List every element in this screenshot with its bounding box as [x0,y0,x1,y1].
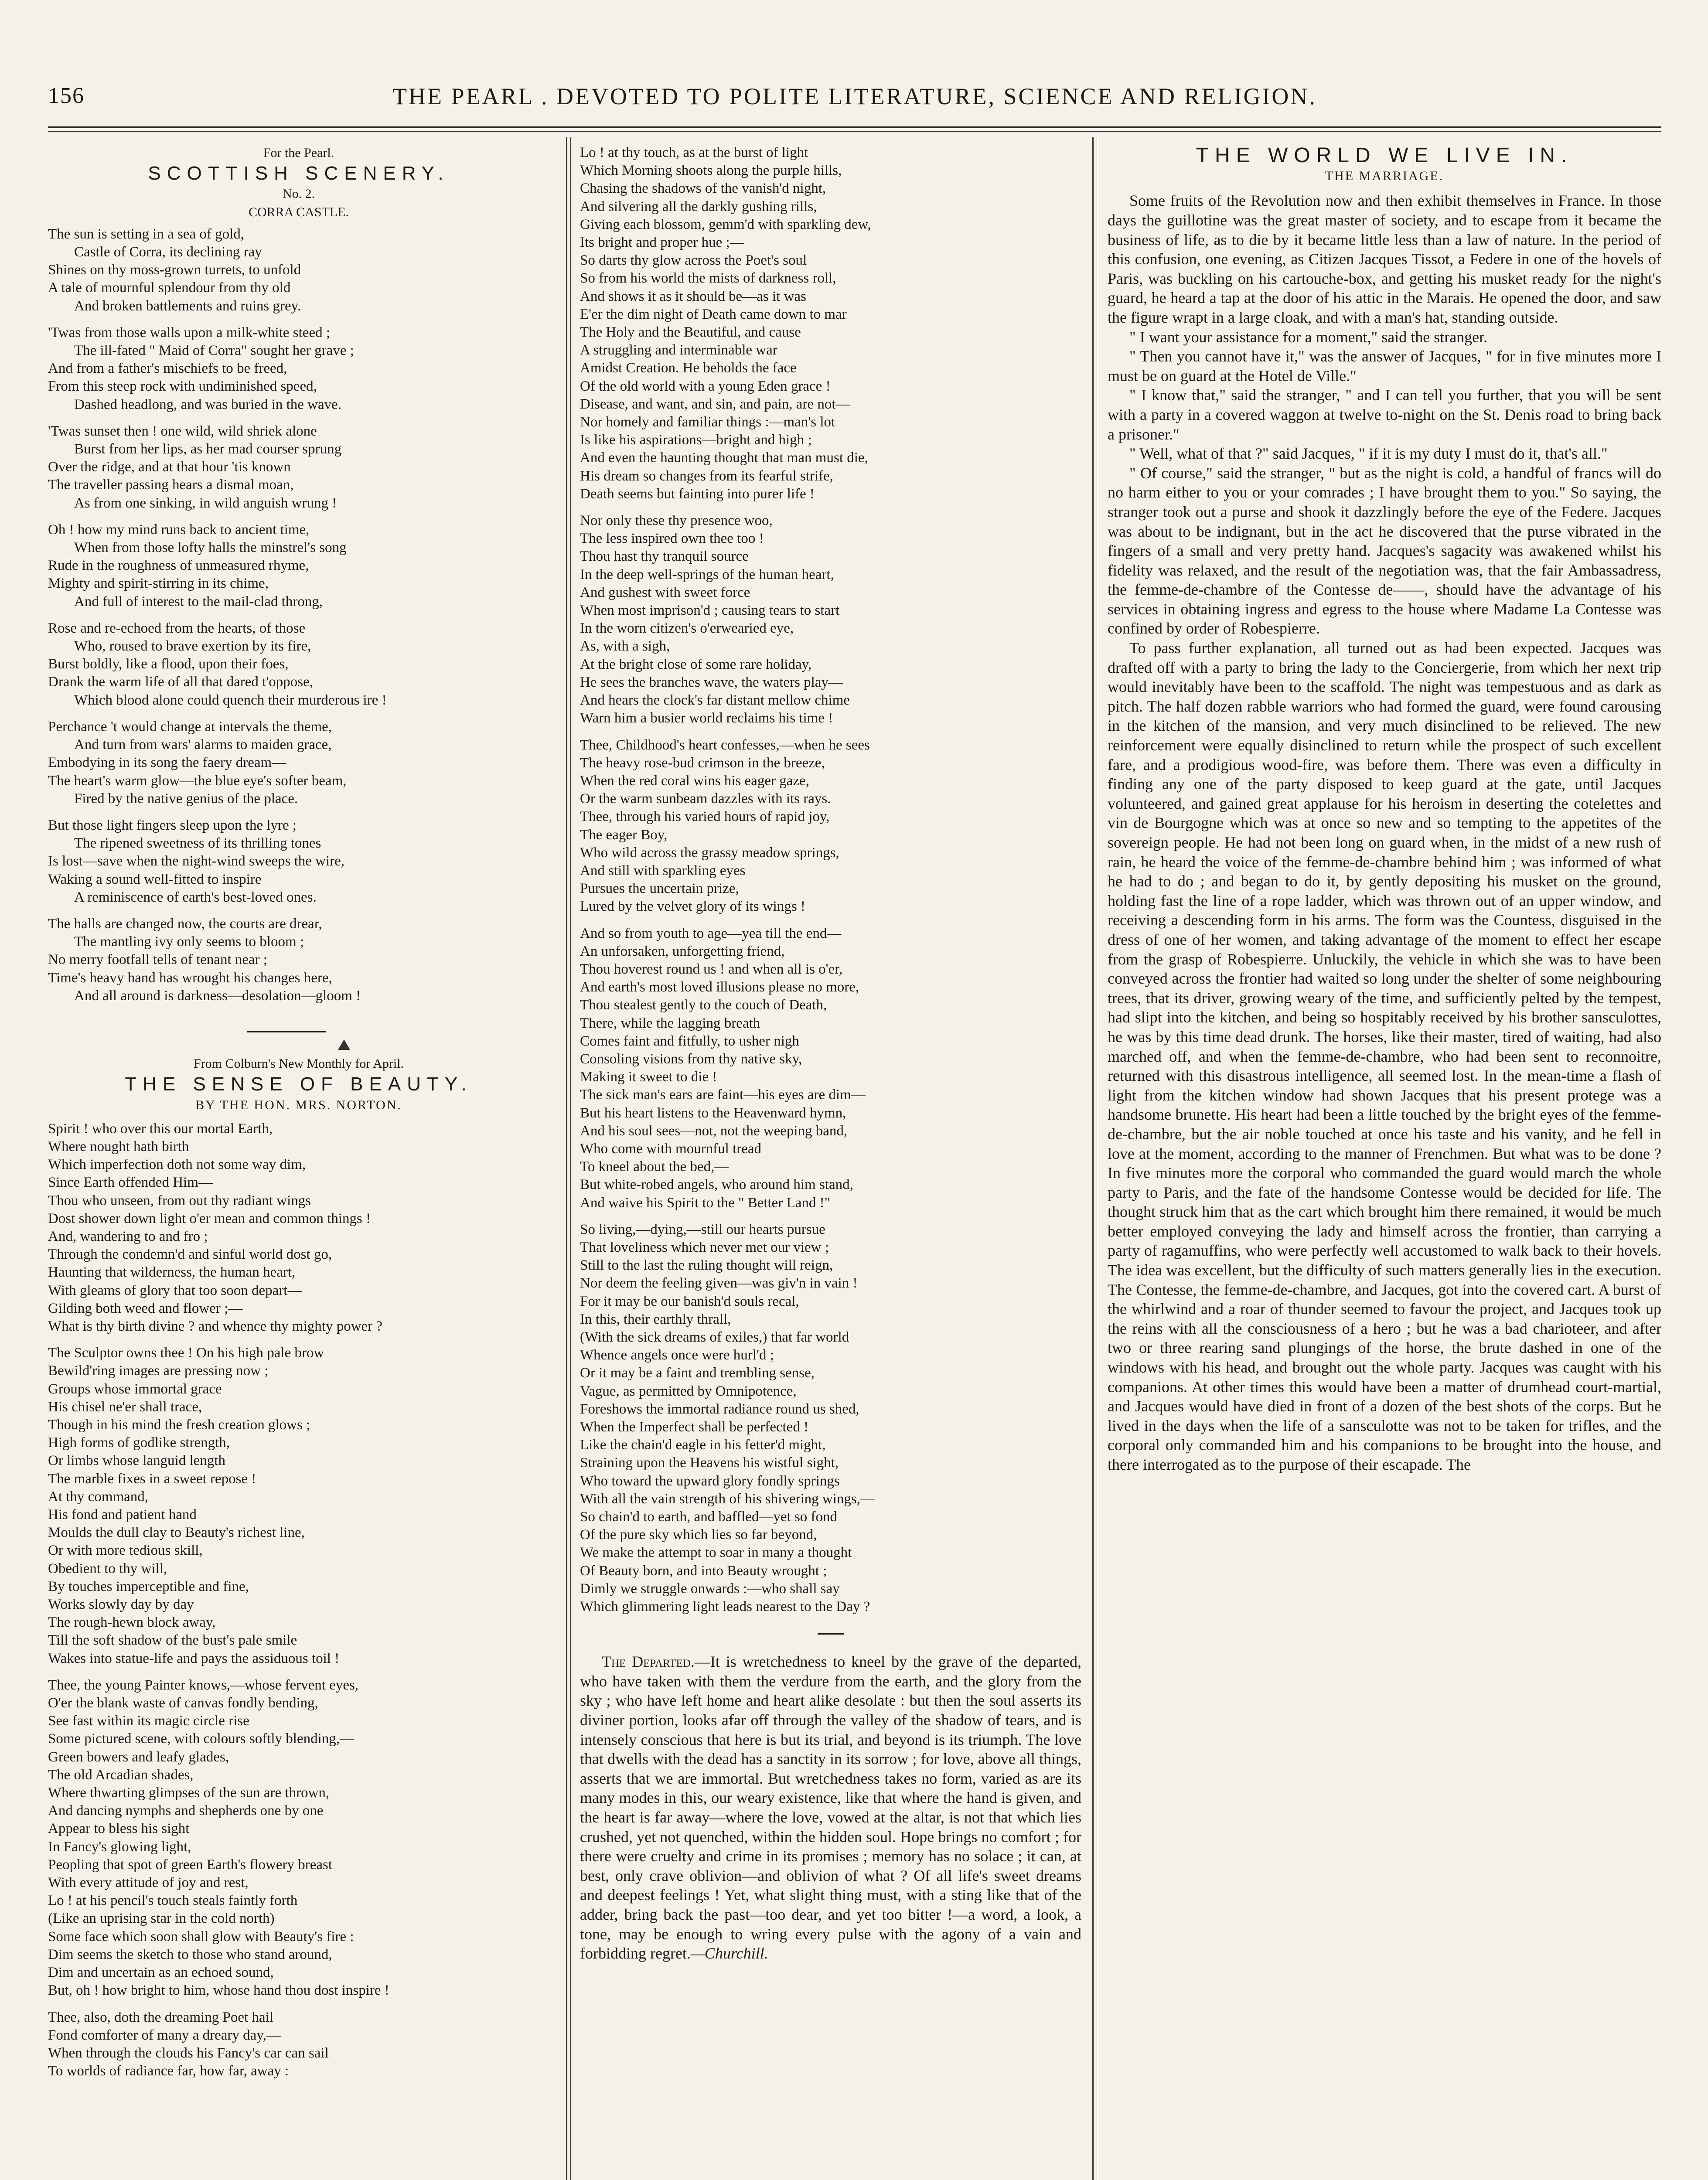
poem-line: Dimly we struggle onwards :—who shall say [580,1580,840,1597]
poem-line: The ill-fated " Maid of Corra" sought her grave ; [74,343,354,359]
poem-line: Dost shower down light o'er mean and common things ! [48,1210,371,1226]
poem-line: Straining upon the Heavens his wistful sight, [580,1455,839,1471]
poem-line: Its bright and proper hue ;— [580,235,744,251]
poem-line: So from his world the mists of darkness roll, [580,270,836,286]
poem-line: A tale of mournful splendour from thy old [48,280,291,296]
poem-line: Who toward the upward glory fondly springs [580,1473,840,1489]
poem-line: By touches imperceptible and fine, [48,1578,249,1594]
poem-line: In Fancy's glowing light, [48,1839,191,1855]
poem-line: Still to the last the ruling thought will reign, [580,1257,833,1274]
poem-line: Through the condemn'd and sinful world dost go, [48,1247,332,1263]
departed-text: —It is wretchedness to kneel by the grave of the departed, who have taken with them the verdure from the earth, and the glory from the sky ; who have left home and heart alike desolate : but then the soul asserts its diviner portion, looks afar off through the valley of the shadow of tears, and is intensely conscious that here is but its trial, and beyond is its triumph. The love that dwells with the dead has a sanctity in its sorrow ; for love, above all things, asserts that we are immortal. But wretchedness takes no form, varied as are its many modes in this, our weary existence, like that where the hand is given, and the heart is far away—where the love, vowed at the altar, is not that which lies crushed, yet not quenched, within the hidden soul. Hope brings no comfort ; for there were cruelty and crime in its promises ; memory has no solace ; it can, at best, only crave oblivion—and oblivion of what ? Of all life's sweet dreams and deepest feelings ! Yet, what slight thing must, with a sting like that of the adder, bring back the past—too dear, and yet too bitter !—a word, a look, a tone, may be enough to wring every pulse with the agony of a vain and forbidding regret. [580,1653,1081,1962]
poem-line: (Like an uprising star in the cold north) [48,1911,275,1927]
poem-line: The marble fixes in a sweet repose ! [48,1471,256,1487]
poem-line: Thee, Childhood's heart confesses,—when he sees [580,737,870,753]
poem-line: Peopling that spot of green Earth's flowery breast [48,1856,333,1873]
stanza [580,1221,1081,1616]
poem-line: His chisel ne'er shall trace, [48,1399,202,1415]
poem-line: Which imperfection doth not some way dim, [48,1157,306,1173]
poem-line: Lo ! at thy touch, as at the burst of light [580,145,808,160]
poem-line: Vague, as permitted by Omnipotence, [580,1383,797,1399]
poem-line: But, oh ! how bright to him, whose hand thou dost inspire ! [48,1982,389,1999]
poem2-continued [580,144,1081,1616]
poem-line: And so from youth to age—yea till the end— [580,925,842,941]
poem-line: Whence angels once were hurl'd ; [580,1347,774,1363]
poem-line: Rude in the roughness of unmeasured rhyme, [48,558,309,574]
poem-line: The rough-hewn block away, [48,1615,216,1631]
stanza [580,512,1081,727]
poem-line: As, with a sigh, [580,638,670,654]
story-body [1108,191,1661,1474]
poem-line: Like the chain'd eagle in his fetter'd might, [580,1437,826,1453]
poem-line: Thou who unseen, from out thy radiant wings [48,1192,311,1209]
poem-line: Thou hast thy tranquil source [580,548,749,565]
column-divider-1-thin [570,137,571,2180]
poem-line: So living,—dying,—still our hearts pursue [580,1221,825,1237]
poem-line: The Holy and the Beautiful, and cause [580,324,801,341]
poem-line: As from one sinking, in wild anguish wrung ! [74,495,337,511]
poem-line: O'er the blank waste of canvas fondly bending, [48,1695,318,1711]
poem-line: Over the ridge, and at that hour 'tis known [48,459,291,475]
poem-line: Burst boldly, like a flood, upon their foes, [48,656,289,672]
poem-line: Wakes into statue-life and pays the assiduous toil ! [48,1650,340,1666]
poem-line: The eager Boy, [580,827,668,843]
header-rule [48,126,1661,128]
poem-line: Dashed headlong, and was buried in the wave. [74,396,342,412]
poem-line: 'Twas sunset then ! one wild, wild shriek alone [48,423,317,439]
poem-line: With gleams of glory that too soon depart— [48,1282,302,1298]
poem-line: Perchance 't would change at intervals the theme, [48,719,332,735]
poem-line: The old Arcadian shades, [48,1767,194,1783]
poem-line: And, wandering to and fro ; [48,1228,208,1244]
stanza [48,1344,549,1668]
poem-line: Lured by the velvet glory of its wings ! [580,899,805,915]
poem-line: The ripened sweetness of its thrilling tones [74,835,321,852]
poem-line: Appear to bless his sight [48,1821,190,1837]
poem-line: Dim seems the sketch to those who stand around, [48,1946,332,1962]
poem-line: When through the clouds his Fancy's car can sail [48,2045,329,2061]
poem-line: Pursues the uncertain prize, [580,881,739,897]
poem-line: In this, their earthly thrall, [580,1311,731,1327]
poem-line: Making it sweet to die ! [580,1069,717,1085]
poem-line: Who come with mournful tread [580,1141,762,1157]
poem-line: At thy command, [48,1489,149,1505]
poem1-source: For the Pearl. [263,146,334,160]
story-subtitle: THE MARRIAGE. [1325,169,1444,184]
poem1-number: No. 2. [282,187,315,201]
poem-line: And full of interest to the mail-clad throng, [74,593,323,610]
poem-line: And turn from wars' alarms to maiden grace, [74,737,332,753]
poem-line: For it may be our banish'd souls recal, [580,1293,799,1309]
poem-line: Thee, also, doth the dreaming Poet hail [48,2009,273,2025]
column-2 [580,144,1081,2180]
poem-line: Shines on thy moss-grown turrets, to unfold [48,262,301,278]
poem-line: See fast within its magic circle rise [48,1713,249,1729]
story-paragraph: " I want your assistance for a moment," said the stranger. [1129,328,1488,346]
poem-line: Which blood alone could quench their murderous ire ! [74,692,387,708]
stanza [48,1676,549,2000]
column-divider-1 [566,137,567,2180]
poem-line: The Sculptor owns thee ! On his high pale brow [48,1345,324,1361]
poem-line: An unforsaken, unforgetting friend, [580,943,785,959]
poem-line: Gilding both weed and flower ;— [48,1300,243,1316]
poem-line: Castle of Corra, its declining ray [74,244,262,260]
poem-line: Or with more tedious skill, [48,1543,203,1559]
poem-line: And dancing nymphs and shepherds one by one [48,1803,324,1819]
poem-line: Haunting that wilderness, the human heart, [48,1264,296,1281]
poem-line: Nor deem the feeling given—was giv'n in vain ! [580,1275,858,1291]
poem-line: Embodying in its song the faery dream— [48,755,286,771]
poem-line: And gushest with sweet force [580,584,750,600]
stanza [48,521,549,611]
poem-line: Fond comforter of many a dreary day,— [48,2027,281,2043]
poem-line: Works slowly day by day [48,1597,194,1613]
poem-line: The sun is setting in a sea of gold, [48,226,245,242]
poem-line: And silvering all the darkly gushing rills, [580,198,817,215]
poem-line: His fond and patient hand [48,1507,197,1523]
stanza [48,915,549,1005]
poem-line: But those light fingers sleep upon the lyre ; [48,817,297,833]
poem-line: The traveller passing hears a dismal moan, [48,477,294,493]
poem-line: His dream so changes from its fearful strife, [580,468,833,484]
poem1-title: SCOTTISH SCENERY. [148,163,450,184]
stanza [48,1120,549,1335]
poem-line: Of the pure sky which lies so far beyond, [580,1527,817,1543]
column-3 [1108,144,1661,2180]
departed-paragraph [580,1652,1081,1963]
poem-line: And still with sparkling eyes [580,862,746,879]
poem-line: Though in his mind the fresh creation glows ; [48,1417,310,1433]
poem-line: No merry footfall tells of tenant near ; [48,952,268,968]
story-paragraph: " Well, what of that ?" said Jacques, " if it is my duty I must do it, that's all." [1129,445,1608,463]
poem-line: But his heart listens to the Heavenward hymn, [580,1105,846,1121]
poem-line: Or it may be a faint and trembling sense, [580,1365,815,1381]
poem-line: The less inspired own thee too ! [580,531,764,547]
poem-line: The heavy rose-bud crimson in the breeze, [580,755,825,771]
triangle-ornament [338,1039,350,1050]
poem-line: We make the attempt to soar in many a thought [580,1545,852,1561]
poem-line: A reminiscence of earth's best-loved ones. [74,889,317,905]
poem-line: Groups whose immortal grace [48,1381,222,1397]
poem-line: Warn him a busier world reclaims his time ! [580,710,833,726]
poem-line: Drank the warm life of all that dared t'oppose, [48,674,313,690]
poem-line: Obedient to thy will, [48,1560,167,1577]
column-1 [48,144,549,2180]
poem-line: Fired by the native genius of the place. [74,790,298,807]
poem-line: Dim and uncertain as an echoed sound, [48,1965,274,1981]
poem-line: And even the haunting thought that man must die, [580,450,868,466]
stanza [48,817,549,906]
poem-line: What is thy birth divine ? and whence thy mighty power ? [48,1318,383,1334]
poem-line: With all the vain strength of his shivering wings,— [580,1491,875,1507]
poem-line: Of Beauty born, and into Beauty wrought ; [580,1563,827,1579]
poem-line: Nor homely and familiar things :—man's lot [580,414,835,430]
poem-line: (With the sick dreams of exiles,) that far world [580,1329,849,1345]
poem-line: He sees the branches wave, the waters play— [580,674,843,690]
poem-line: Giving each blossom, gemm'd with sparkling dew, [580,216,871,232]
poem-line: Burst from her lips, as her mad courser sprung [74,441,342,457]
poem-line: And broken battlements and ruins grey. [74,298,301,314]
poem-line: Who, roused to brave exertion by its fire, [74,638,311,654]
poem-line: Oh ! how my mind runs back to ancient time, [48,521,310,538]
poem-line: Time's heavy hand has wrought his changes here, [48,970,332,986]
poem-line: When from those lofty halls the minstrel's song [74,540,347,556]
stanza [580,736,1081,916]
poem-line: There, while the lagging breath [580,1015,760,1031]
poem-line: Which glimmering light leads nearest to the Day ? [580,1599,870,1615]
poem-line: Rose and re-echoed from the hearts, of those [48,620,306,636]
poem-line: Thee, through his varied hours of rapid joy, [580,809,830,825]
poem-line: 'Twas from those walls upon a milk-white steed ; [48,324,331,341]
separator-rule [247,1031,326,1032]
poem-line: Mighty and spirit-stirring in its chime, [48,576,269,592]
poem-line: Spirit ! who over this our mortal Earth, [48,1121,273,1137]
poem-line: Disease, and want, and sin, and pain, are not— [580,396,850,412]
poem-line: To worlds of radiance far, how far, away : [48,2063,289,2079]
page-number: 156 [48,83,85,108]
running-head: THE PEARL . DEVOTED TO POLITE LITERATURE, SCIENCE AND RELIGION. [392,83,1317,109]
poem-line: Foreshows the immortal radiance round us shed, [580,1401,859,1417]
poem-line: When most imprison'd ; causing tears to start [580,603,840,619]
poem-line: Amidst Creation. He beholds the face [580,360,797,376]
stanza [580,144,1081,503]
poem-line: And waive his Spirit to the " Better Land !" [580,1195,831,1211]
story-paragraph: Some fruits of the Revolution now and then exhibit themselves in France. In those days the guillotine was the great master of society, and to escape from it became the business of life, as to die by it became little less than a law of nature. In the period of this confusion, one evening, as Citizen Jacques Tissot, a Federe in one of the hovels of Paris, was buckling on his cartouche-box, and getting his musket ready for the night's guard, he heard a tap at the door of his attic in the Marais. He opened the door, and saw the figure wrapt in a large cloak, and with a man's hat, standing outside. [1108,192,1661,326]
poem-line: Comes faint and fitfully, to usher nigh [580,1033,799,1049]
poem-line: A struggling and interminable war [580,342,777,358]
poem-line: Who wild across the grassy meadow springs, [580,845,839,861]
poem-line: And hears the clock's far distant mellow chime [580,692,850,708]
poem-line: And from a father's mischiefs to be freed, [48,361,287,377]
poem-line: Or the warm sunbeam dazzles with its rays. [580,791,831,807]
stanza [48,324,549,414]
poem-line: Some face which soon shall glow with Beauty's fire : [48,1928,354,1945]
poem-line: When the red coral wins his eager gaze, [580,773,809,789]
story-title: THE WORLD WE LIVE IN. [1196,144,1573,167]
stanza [48,620,549,709]
poem-line: Since Earth offended Him— [48,1175,213,1191]
poem-line: Green bowers and leafy glades, [48,1749,229,1765]
poem1-body [48,225,549,1005]
poem2-body [48,1120,549,2081]
poem-line: And shows it as it should be—as it was [580,288,806,304]
poem-line: At the bright close of some rare holiday, [580,656,812,672]
poem-line: Moulds the dull clay to Beauty's richest line, [48,1525,305,1541]
poem-line: So darts thy glow across the Poet's soul [580,252,807,269]
poem-line: The mantling ivy only seems to bloom ; [74,934,304,950]
poem-line: But white-robed angels, who around him stand, [580,1177,853,1193]
poem-line: Death seems but fainting into purer life ! [580,486,815,502]
poem-line: To kneel about the bed,— [580,1159,729,1175]
departed-title: The Departed. [602,1653,695,1671]
poem-line: Nor only these thy presence woo, [580,513,773,529]
poem-line: Which Morning shoots along the purple hills, [580,163,842,179]
separator-dot-rule [818,1633,844,1635]
poem-line: The halls are changed now, the courts are drear, [48,916,322,932]
poem-line: Is like his aspirations—bright and high ; [580,432,812,448]
column-divider-2 [1092,137,1094,2180]
poem-line: When the Imperfect shall be perfected ! [580,1419,809,1435]
stanza [48,422,549,512]
poem-line: Chasing the shadows of the vanish'd night, [580,181,826,197]
story-paragraph: " I know that," said the stranger, " and I can tell you further, that you will be sent with a party in a covered waggon at twelve to-night on the St. Denis road to bring back a prisoner." [1108,386,1661,443]
poem-line: And all around is darkness—desolation—gloom ! [74,988,361,1004]
poem-line: Is lost—save when the night-wind sweeps the wire, [48,853,345,869]
poem-line: Thee, the young Painter knows,—whose fervent eyes, [48,1677,359,1693]
poem2-title: THE SENSE OF BEAUTY. [125,1073,473,1095]
poem-line: Lo ! at his pencil's touch steals faintly forth [48,1893,298,1909]
poem-line: Of the old world with a young Eden grace ! [580,378,831,394]
poem-line: E'er the dim night of Death came down to mar [580,306,847,322]
poem1-subtitle: CORRA CASTLE. [248,204,349,219]
poem-line: Consoling visions from thy native sky, [580,1051,802,1067]
stanza [580,925,1081,1212]
page-header [48,83,1661,118]
poem-line: And his soul sees—not, not the weeping band, [580,1123,848,1139]
departed-article [580,1652,1081,1963]
poem-line: The heart's warm glow—the blue eye's softer beam, [48,773,347,789]
departed-author: —Churchill. [690,1945,768,1962]
poem-line: In the worn citizen's o'erwearied eye, [580,620,794,637]
stanza [48,2009,549,2081]
poem-line: Or limbs whose languid length [48,1453,225,1469]
poem2-source: From Colburn's New Monthly for April. [193,1056,404,1071]
stanza [48,225,549,315]
story-paragraph: To pass further explanation, all turned out as had been expected. Jacques was drafted off with a party to bring the lady to the Conciergerie, from which her next trip would inevitably have been to the scaffold. The night was tempestuous and as dark as pitch. The half dozen rabble warriors who had formed the guard, were found carousing in the kitchen of the mansion, and very much disinclined to be relieved. The new reinforcement were equally disinclined to return while the prospect of such excellent fare, and a prodigious wood-fire, was before them. There was even a difficulty in finding any one of the party disposed to keep guard at the gate, until Jacques volunteered, and gained great applause for his heroism in deserting the cotelettes and vin de Bourgogne which was at once so new and so tempting to the appetites of the sovereign people. He had not been long on guard when, in the midst of a new rush of rain, he heard the voice of the femme-de-chambre behind him ; was informed of what he had to do ; and began to do it, by gently depositing his musket on the ground, holding fast the line of a rope ladder, which was thrown out of an upper window, and receiving a descending form in his arms. The form was the Countess, disguised in the dress of one of her women, and taking advantage of the moment to effect her escape from the grasp of Robespierre. Unluckily, the vehicle in which she was to have been conveyed across the frontier had waited so long under the shelter of some neighbouring trees, that its driver, growing weary of the time, and sufficiently pelted by the tempest, had slipt into the kitchen, and being so hospitably received by his brother sansculottes, he was by this time dead drunk. The horses, like their master, tired of waiting, had also marched off, and when the femme-de-chambre, who had been sent to reconnoitre, returned with this disastrous intelligence, all seemed lost. In the mean-time a flash of light from the kitchen window had shown Jacques that his present protege was a handsome brunette. His heart had been a little touched by the bright eyes of the femme-de-chambre, but the air noble touched at once his taste and his vanity, and he fell in love at the moment, according to the manner of Frenchmen. But what was to be done ? In five minutes more the corporal who commanded the guard would march the whole party to Paris, and the fate of the handsome Contesse would be decided for life. The thought struck him that as the cart which brought him there remained, it would be much better employed conveying the lady and himself across the frontier, than carrying a party of ragamuffins, who were perfectly well accustomed to walk back to their hovels. The idea was excellent, but the difficulty of such matters generally lies in the execution. The Contesse, the femme-de-chambre, and Jacques, got into the covered cart. A burst of the whirlwind and a roar of thunder seemed to favour the project, and Jacques took up the reins with all the consciousness of a hero ; but he was a bad charioteer, and after two or three rearing sand plungings of the horse, the brute dashed in one of the windows with his head, and brought out the whole party. Jacques was caught with his companions. At other times this would have been a matter of drumhead court-martial, and Jacques would have died in front of a dozen of the best shots of the corps. But he lived in the days when the life of a sansculotte was not to be taken for trifles, and the corporal only commanded him and his companions to be brought into the house, and there interrogated as to the purpose of their escapade. The [1108,639,1661,1473]
poem-line: With every attitude of joy and rest, [48,1875,249,1891]
poem-line: Where nought hath birth [48,1138,189,1155]
stanza [48,718,549,808]
poem-line: From this steep rock with undiminished speed, [48,378,317,395]
poem2-byline: BY THE HON. MRS. NORTON. [195,1097,402,1112]
poem-line: Thou hoverest round us ! and when all is o'er, [580,961,843,977]
poem-line: So chain'd to earth, and baffled—yet so fond [580,1509,838,1525]
poem-line: Waking a sound well-fitted to inspire [48,871,262,887]
poem-line: And earth's most loved illusions please no more, [580,979,859,995]
poem-line: The sick man's ears are faint—his eyes are dim— [580,1087,866,1103]
story-paragraph: " Then you cannot have it," was the answer of Jacques, " for in five minutes more I must be on guard at the Hotel de Ville." [1108,347,1661,385]
poem-line: In the deep well-springs of the human heart, [580,566,834,582]
header-rule-thin [48,131,1661,132]
poem-line: Till the soft shadow of the bust's pale smile [48,1632,297,1649]
poem-line: Bewild'ring images are pressing now ; [48,1363,269,1379]
poem-line: That loveliness which never met our view ; [580,1239,829,1255]
poem-line: Where thwarting glimpses of the sun are thrown, [48,1785,330,1801]
poem-line: Some pictured scene, with colours softly blending,— [48,1731,355,1747]
poem-line: High forms of godlike strength, [48,1435,230,1451]
poem-line: Thou stealest gently to the couch of Death, [580,997,827,1013]
story-paragraph: " Of course," said the stranger, " but as the night is cold, a handful of francs will do no harm either to you or your comrades ; I have brought them to you." So saying, the stranger took out a purse and shook it dazzlingly before the eye of the Federe. Jacques was about to be indignant, but in the act he discovered that the purse vibrated in the fingers of a small and very pretty hand. Jacques's sagacity was awakened whilst his fidelity was relaxed, and the result of the negotiation was, that the fair Ambassadress, the femme-de-chambre of the Contesse de——, should have the advantage of his services in obtaining ingress and egress to the house where Madame La Contesse was confined by order of Robespierre. [1108,464,1661,637]
